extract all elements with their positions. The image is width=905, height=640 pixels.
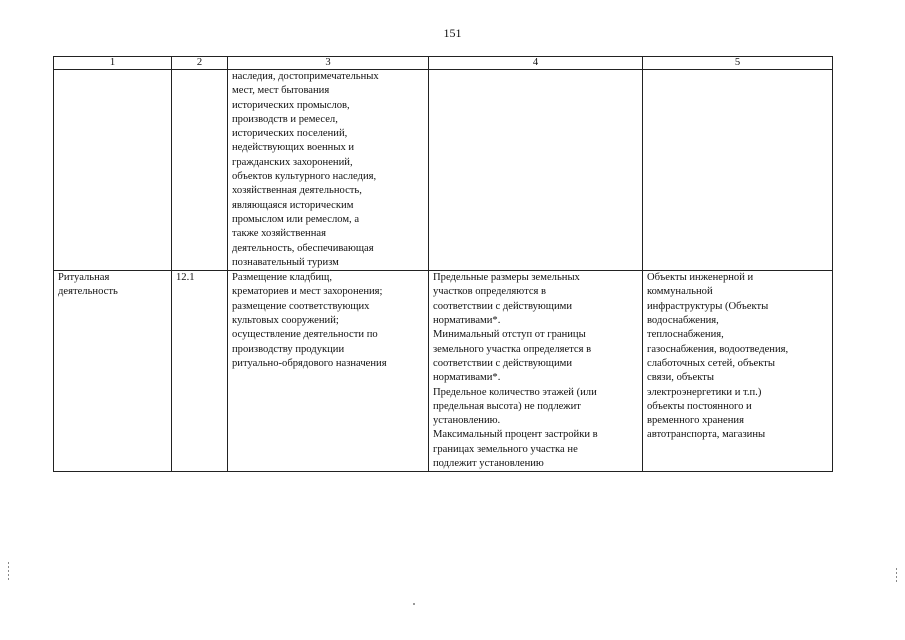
cell-text-line: также хозяйственная	[232, 228, 326, 240]
parameters-cell	[429, 271, 643, 472]
cell-text-line: Максимальный процент застройки в	[433, 429, 598, 441]
cell-text-line: наследия, достопримечательных	[232, 71, 379, 82]
table-row	[54, 70, 833, 271]
table-row	[54, 271, 833, 472]
activity-description-cell	[228, 70, 429, 271]
cell-text-line: хозяйственная деятельность,	[232, 185, 362, 197]
cell-text-line: Объекты инженерной и	[647, 272, 754, 284]
cell-text-line: соответствии с действующими	[433, 300, 573, 312]
column-number-3: 3	[228, 57, 429, 70]
cell-text-line: автотранспорта, магазины	[647, 429, 766, 441]
cell-text-line: Размещение кладбищ,	[232, 272, 332, 284]
cell-text-line: познавательный туризм	[232, 256, 339, 268]
cell-text-line: Минимальный отступ от границы	[433, 329, 586, 341]
scan-dot-mark	[413, 603, 415, 605]
activity-code-cell	[172, 70, 228, 271]
cell-text-line: являющаяся историческим	[232, 199, 354, 211]
zoning-table	[53, 56, 833, 472]
cell-text-line: нормативами*.	[433, 372, 501, 384]
cell-text-line: коммунальной	[647, 286, 713, 298]
cell-text-line: временного хранения	[647, 415, 744, 427]
cell-text-line: границах земельного участка не	[433, 443, 578, 455]
cell-text-line: водоснабжения,	[647, 315, 719, 327]
cell-text-line: слаботочных сетей, объекты	[647, 357, 775, 369]
cell-text-line: мест, мест бытования	[232, 85, 330, 97]
auxiliary-uses-cell	[643, 70, 833, 271]
cell-text-line: производств и ремесел,	[232, 113, 338, 125]
cell-text-line: исторических промыслов,	[232, 99, 350, 111]
parameters-cell	[429, 70, 643, 271]
cell-text-line: газоснабжения, водоотведения,	[647, 343, 789, 355]
cell-text-line: объектов культурного наследия,	[232, 171, 377, 183]
cell-text-line: размещение соответствующих	[232, 300, 370, 312]
column-number-2: 2	[172, 57, 228, 70]
cell-text-line: гражданских захоронений,	[232, 156, 353, 168]
cell-text-line: нормативами*.	[433, 315, 501, 327]
cell-text-line: связи, объекты	[647, 372, 714, 384]
activity-code-cell	[172, 271, 228, 472]
cell-text-line: предельная высота) не подлежит	[433, 400, 581, 412]
cell-text-line: 12.1	[176, 272, 195, 284]
activity-name-cell	[54, 70, 172, 271]
cell-text-line: соответствии с действующими	[433, 357, 573, 369]
scan-edge-mark-left	[8, 562, 9, 580]
cell-text-line: объекты постоянного и	[647, 400, 752, 412]
cell-text-line: электроэнергетики и т.п.)	[647, 386, 762, 398]
auxiliary-uses-cell	[643, 271, 833, 472]
cell-text-line: Ритуальная	[58, 272, 110, 284]
cell-text-line: земельного участка определяется в	[433, 343, 592, 355]
cell-text-line: ритуально-обрядового назначения	[232, 357, 387, 369]
cell-text-line: Предельные размеры земельных	[433, 272, 580, 284]
table-header-row	[54, 57, 833, 70]
cell-text-line: деятельность, обеспечивающая	[232, 242, 374, 254]
column-number-5: 5	[643, 57, 833, 70]
cell-text-line: крематориев и мест захоронения;	[232, 286, 383, 298]
activity-name-cell	[54, 271, 172, 472]
cell-text-line: недействующих военных и	[232, 142, 355, 154]
cell-text-line: промыслом или ремеслом, а	[232, 213, 360, 225]
column-number-4: 4	[429, 57, 643, 70]
cell-text-line: участков определяются в	[433, 286, 547, 298]
cell-text-line: культовых сооружений;	[232, 315, 339, 327]
page-number: 151	[443, 26, 462, 40]
column-number-1: 1	[54, 57, 172, 70]
cell-text-line: деятельность	[58, 286, 118, 298]
cell-text-line: Предельное количество этажей (или	[433, 386, 597, 398]
cell-text-line: теплоснабжения,	[647, 329, 724, 341]
scan-edge-mark-right	[896, 568, 897, 584]
cell-text-line: инфраструктуры (Объекты	[647, 300, 769, 312]
activity-description-cell	[228, 271, 429, 472]
cell-text-line: осуществление деятельности по	[232, 329, 378, 341]
cell-text-line: установлению.	[433, 415, 501, 427]
cell-text-line: подлежит установлению	[433, 458, 544, 470]
cell-text-line: исторических поселений,	[232, 128, 348, 140]
cell-text-line: производству продукции	[232, 343, 345, 355]
